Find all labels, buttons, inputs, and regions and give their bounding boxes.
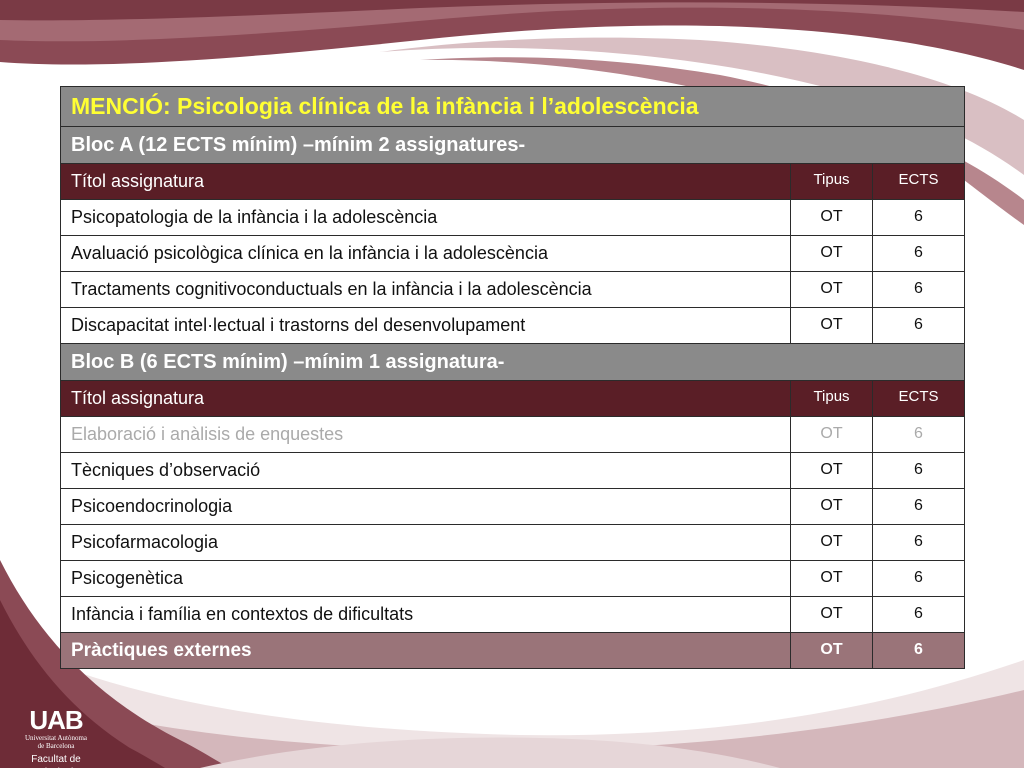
table-row: [61, 525, 965, 561]
bloc-b-heading: Bloc B (6 ECTS mínim) –mínim 1 assignatura-: [61, 344, 965, 381]
course-ects: 6: [873, 561, 965, 597]
faculty-name: Facultat de Psicologia: [31, 754, 81, 778]
table-row: [61, 272, 965, 308]
course-type: OT: [791, 597, 873, 633]
column-header-type: Tipus: [791, 381, 873, 417]
course-ects: 6: [873, 633, 965, 669]
university-name-line2: de Barcelona: [37, 742, 75, 750]
course-name: Psicofarmacologia: [61, 525, 791, 561]
course-name: Tractaments cognitivoconductuals en la infància i la adolescència: [61, 272, 791, 308]
table-row: [61, 200, 965, 236]
column-header-type: Tipus: [791, 164, 873, 200]
table-row: [61, 489, 965, 525]
course-type: OT: [791, 633, 873, 669]
column-header-ects: ECTS: [873, 164, 965, 200]
course-type: OT: [791, 561, 873, 597]
course-ects: 6: [873, 597, 965, 633]
column-header-ects: ECTS: [873, 381, 965, 417]
course-name: Tècniques d’observació: [61, 453, 791, 489]
course-name: Psicoendocrinologia: [61, 489, 791, 525]
course-type: OT: [791, 525, 873, 561]
course-ects: 6: [873, 489, 965, 525]
course-name: Pràctiques externes: [61, 633, 791, 669]
bloc-a-heading-row: [61, 127, 965, 164]
course-type: OT: [791, 308, 873, 344]
course-ects: 6: [873, 525, 965, 561]
course-type: OT: [791, 272, 873, 308]
university-name-line1: Universitat Autònoma: [24, 734, 88, 742]
mencio-table-container: [60, 86, 964, 669]
table-row: [61, 308, 965, 344]
course-ects: 6: [873, 453, 965, 489]
uab-logo: [8, 706, 104, 779]
table-row-muted: [61, 417, 965, 453]
bloc-b-column-header-row: [61, 381, 965, 417]
bloc-a-heading: Bloc A (12 ECTS mínim) –mínim 2 assignatures-: [61, 127, 965, 164]
title-row: [61, 87, 965, 127]
table-row: [61, 597, 965, 633]
column-header-title: Títol assignatura: [61, 164, 791, 200]
practice-row: [61, 633, 965, 669]
page-title: MENCIÓ: Psicologia clínica de la infància i l’adolescència: [61, 87, 965, 127]
uab-logo-mark: UAB: [29, 705, 83, 735]
course-name: Avaluació psicològica clínica en la infància i la adolescència: [61, 236, 791, 272]
course-ects: 6: [873, 272, 965, 308]
table-row: [61, 561, 965, 597]
course-ects: 6: [873, 200, 965, 236]
course-type: OT: [791, 200, 873, 236]
course-name: Discapacitat intel·lectual i trastorns del desenvolupament: [61, 308, 791, 344]
course-ects: 6: [873, 308, 965, 344]
table-row: [61, 236, 965, 272]
course-type: OT: [791, 489, 873, 525]
course-name: Infància i família en contextos de dificultats: [61, 597, 791, 633]
bloc-a-column-header-row: [61, 164, 965, 200]
mencio-table: [60, 86, 965, 669]
course-name: Elaboració i anàlisis de enquestes: [61, 417, 791, 453]
course-type: OT: [791, 417, 873, 453]
column-header-title: Títol assignatura: [61, 381, 791, 417]
course-ects: 6: [873, 417, 965, 453]
course-type: OT: [791, 453, 873, 489]
course-name: Psicogenètica: [61, 561, 791, 597]
course-type: OT: [791, 236, 873, 272]
course-name: Psicopatologia de la infància i la adolescència: [61, 200, 791, 236]
bloc-b-heading-row: [61, 344, 965, 381]
table-row: [61, 453, 965, 489]
course-ects: 6: [873, 236, 965, 272]
